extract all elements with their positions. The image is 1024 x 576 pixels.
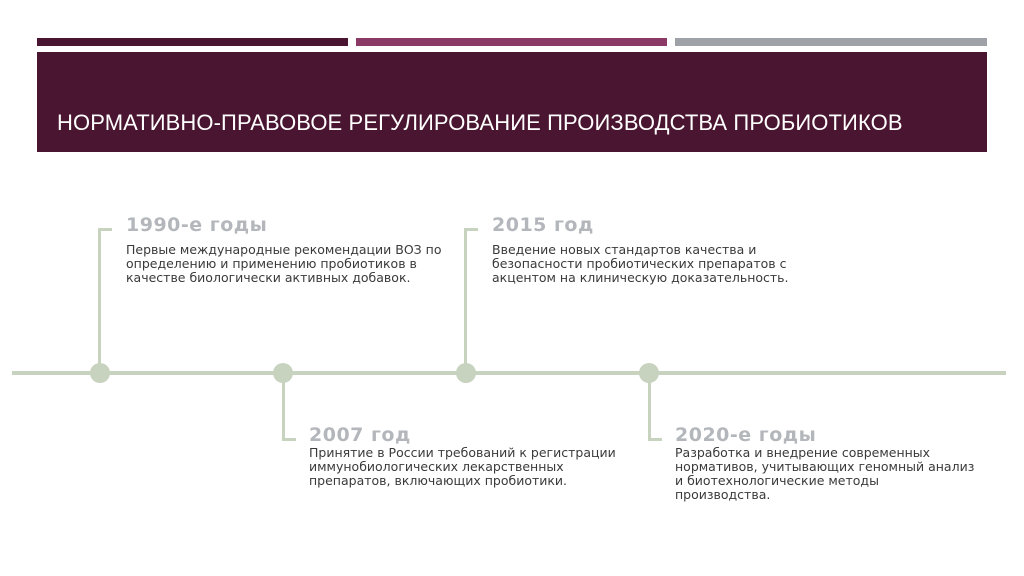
milestone-year-2020s: 2020-е годы <box>675 424 817 446</box>
milestone-year-1990s: 1990-е годы <box>126 214 268 236</box>
timeline-stem-2007 <box>282 380 285 440</box>
timeline-stem-2015 <box>464 228 467 365</box>
title-banner <box>37 52 987 152</box>
timeline-stem-2020s <box>648 380 651 440</box>
timeline-tick-2007 <box>282 438 296 441</box>
timeline-tick-2020s <box>648 438 662 441</box>
slide-title: НОРМАТИВНО-ПРАВОВОЕ РЕГУЛИРОВАНИЕ ПРОИЗВОДСТВА ПРОБИОТИКОВ <box>57 110 903 135</box>
milestone-text-2007: Принятие в России требований к регистрации иммунобиологических лекарственных препаратов, включающих пробиотики. <box>309 445 616 488</box>
milestone-year-2015: 2015 год <box>492 214 594 236</box>
milestone-text-2015: Введение новых стандартов качества и безопасности пробиотических препаратов с акцентом на клиническую доказательность. <box>492 242 789 285</box>
timeline-stem-1990s <box>98 228 101 365</box>
timeline-dot-2015 <box>456 363 476 383</box>
accent-bar-purple <box>356 38 667 46</box>
timeline-tick-1990s <box>98 228 112 231</box>
accent-bar-gray <box>675 38 987 46</box>
accent-bar-dark <box>37 38 348 46</box>
timeline-axis <box>12 371 1006 375</box>
timeline-tick-2015 <box>464 228 478 231</box>
milestone-text-2020s: Разработка и внедрение современных нормативов, учитывающих геномный анализ и биотехнологические методы производства. <box>675 445 975 502</box>
timeline-dot-1990s <box>90 363 110 383</box>
milestone-year-2007: 2007 год <box>309 424 411 446</box>
milestone-text-1990s: Первые международные рекомендации ВОЗ по определению и применению пробиотиков в качестве биологически активных добавок. <box>126 242 442 285</box>
